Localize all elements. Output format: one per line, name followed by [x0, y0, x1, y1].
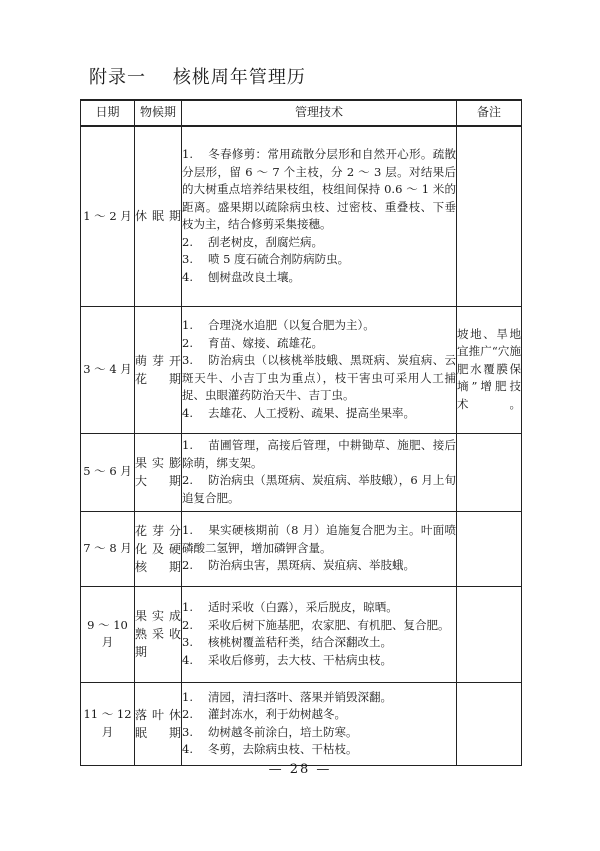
- technique-item: [182, 652, 456, 670]
- item-text: 合理浇水追肥（以复合肥为主）。: [208, 318, 375, 332]
- table-row: [81, 433, 522, 511]
- date-cell: 1 ～ 2 月: [81, 126, 135, 306]
- item-text: 防治病虫（黑斑病、炭疽病、举肢蛾），6 月上旬追复合肥。: [182, 473, 456, 505]
- phenology-cell: [135, 682, 182, 765]
- table-header-row: [81, 100, 522, 126]
- technique-item: [182, 522, 456, 557]
- item-number: 2.: [182, 558, 193, 573]
- technique-cell: [182, 682, 457, 765]
- management-calendar-table: [80, 99, 522, 766]
- technique-item: [182, 437, 456, 472]
- technique-item: [182, 472, 456, 507]
- phenology-cell: [135, 306, 182, 433]
- item-number: 1.: [182, 318, 193, 332]
- item-text: 苗圃管理，高接后管理，中耕锄草、施肥、接后除萌，绑支架。: [182, 438, 456, 470]
- item-number: 4.: [182, 405, 193, 420]
- item-text: 灌封冻水，利于幼树越冬。: [208, 707, 346, 721]
- item-number: 1.: [182, 600, 193, 614]
- item-number: 3.: [182, 635, 193, 649]
- phenology-cell: [135, 126, 182, 306]
- technique-cell: [182, 586, 457, 682]
- item-number: 4.: [182, 652, 193, 667]
- item-number: 1.: [182, 147, 193, 162]
- technique-item: [182, 234, 456, 252]
- item-number: 3.: [182, 724, 193, 739]
- item-text: 防治病虫（以核桃举肢蛾、黑斑病、炭疽病、云斑天牛、小吉丁虫为重点），枝干害虫可采用人工捕捉、虫眼灌药防治天牛、吉丁虫。: [182, 353, 456, 402]
- item-text: 核桃树覆盖秸秆类，结合深翻改土。: [208, 635, 392, 649]
- technique-item: [182, 557, 456, 575]
- phenology-text: 落 叶 休 眠 期: [135, 707, 181, 740]
- technique-item: [182, 317, 456, 335]
- item-number: 1.: [182, 523, 193, 538]
- phenology-text: 果 实 成 熟 采 收 期: [135, 609, 181, 659]
- technique-item: [182, 335, 456, 353]
- item-number: 3.: [182, 353, 193, 367]
- note-cell: [457, 433, 522, 511]
- item-text: 防治病虫害，黑斑病、炭疽病、举肢蛾。: [208, 558, 415, 573]
- item-text: 清园，清扫落叶、落果并销毁深翻。: [208, 689, 392, 704]
- item-text: 刨树盘改良土壤。: [208, 269, 300, 284]
- technique-cell: [182, 306, 457, 433]
- technique-cell: [182, 433, 457, 511]
- date-cell: 9 ～ 10 月: [81, 586, 135, 682]
- item-text: 冬剪，去除病虫枝、干枯枝。: [208, 742, 358, 756]
- phenology-cell: [135, 433, 182, 511]
- item-text: 果实硬核期前（8 月）追施复合肥为主。叶面喷磷酸二氢钾，增加磷钾含量。: [182, 523, 456, 555]
- item-number: 2.: [182, 335, 193, 350]
- phenology-text: 果 实 膨 大 期: [135, 456, 181, 488]
- item-text: 适时采收（白露），采后脱皮，晾晒。: [208, 600, 398, 614]
- item-text: 育苗、嫁接、疏雄花。: [208, 335, 323, 350]
- item-number: 2.: [182, 234, 193, 249]
- technique-item: [182, 724, 456, 742]
- date-cell: 5 ～ 6 月: [81, 433, 135, 511]
- item-number: 2.: [182, 617, 193, 632]
- phenology-text: 花 芽 分 化 及 硬 核期: [135, 523, 181, 574]
- phenology-cell: [135, 511, 182, 586]
- item-text: 采收后树下施基肥，农家肥、有机肥、复合肥。: [208, 617, 450, 632]
- technique-item: [182, 405, 456, 423]
- technique-item: [182, 741, 456, 759]
- item-text: 去雄花、人工授粉、疏果、提高坐果率。: [208, 405, 415, 420]
- technique-item: [182, 352, 456, 405]
- item-number: 1.: [182, 689, 193, 704]
- table-row: [81, 306, 522, 433]
- table-row: [81, 682, 522, 765]
- item-number: 1.: [182, 438, 193, 452]
- note-cell: [457, 682, 522, 765]
- technique-item: [182, 251, 456, 269]
- header-note: 备注: [457, 100, 522, 126]
- date-cell: 3 ～ 4 月: [81, 306, 135, 433]
- technique-item: [182, 634, 456, 652]
- item-text: 喷 5 度石硫合剂防病防虫。: [208, 252, 350, 267]
- table-row: [81, 511, 522, 586]
- item-number: 4.: [182, 269, 193, 284]
- technique-cell: [182, 511, 457, 586]
- phenology-text: 萌 芽 开 花 期: [135, 353, 181, 386]
- item-number: 2.: [182, 707, 193, 721]
- header-date: 日期: [81, 100, 135, 126]
- header-technique: 管理技术: [182, 100, 457, 126]
- item-number: 2.: [182, 473, 193, 487]
- technique-item: [182, 617, 456, 635]
- header-phenology: 物候期: [135, 100, 182, 126]
- note-cell: [457, 511, 522, 586]
- item-text: 刮老树皮，刮腐烂病。: [208, 234, 323, 249]
- item-number: 3.: [182, 252, 193, 267]
- item-text: 幼树越冬前涂白，培土防寒。: [208, 724, 358, 739]
- table-row: [81, 586, 522, 682]
- page-title: 附录一 核桃周年管理历: [89, 67, 306, 88]
- technique-item: [182, 146, 456, 234]
- technique-item: [182, 269, 456, 287]
- technique-cell: [182, 126, 457, 306]
- note-cell: [457, 586, 522, 682]
- date-cell: 7 ～ 8 月: [81, 511, 135, 586]
- technique-item: [182, 599, 456, 617]
- technique-item: [182, 706, 456, 724]
- item-number: 4.: [182, 742, 193, 756]
- item-text: 采收后修剪，去大枝、干枯病虫枝。: [208, 652, 392, 667]
- phenology-text: 休 眠 期: [135, 209, 181, 224]
- note-cell: [457, 126, 522, 306]
- phenology-cell: [135, 586, 182, 682]
- date-cell: 11 ～ 12 月: [81, 682, 135, 765]
- item-text: 冬春修剪：常用疏散分层形和自然开心形。疏散分层形，留 6 ～ 7 个主枝，分 2 ～ 3 层。对结果后的大树重点培养结果枝组，枝组间保持 0.6 ～ 1 米的距离。盛果期以疏除病虫枝、过密枝、重叠枝、下垂枝为主，结合修剪采集接穗。: [182, 147, 456, 232]
- page-number: — 28 —: [268, 762, 332, 777]
- technique-item: [182, 689, 456, 707]
- note-cell: 坡地、旱地宜推广“穴施肥水覆膜保墒”增肥技术。: [457, 306, 522, 433]
- table-row: [81, 126, 522, 306]
